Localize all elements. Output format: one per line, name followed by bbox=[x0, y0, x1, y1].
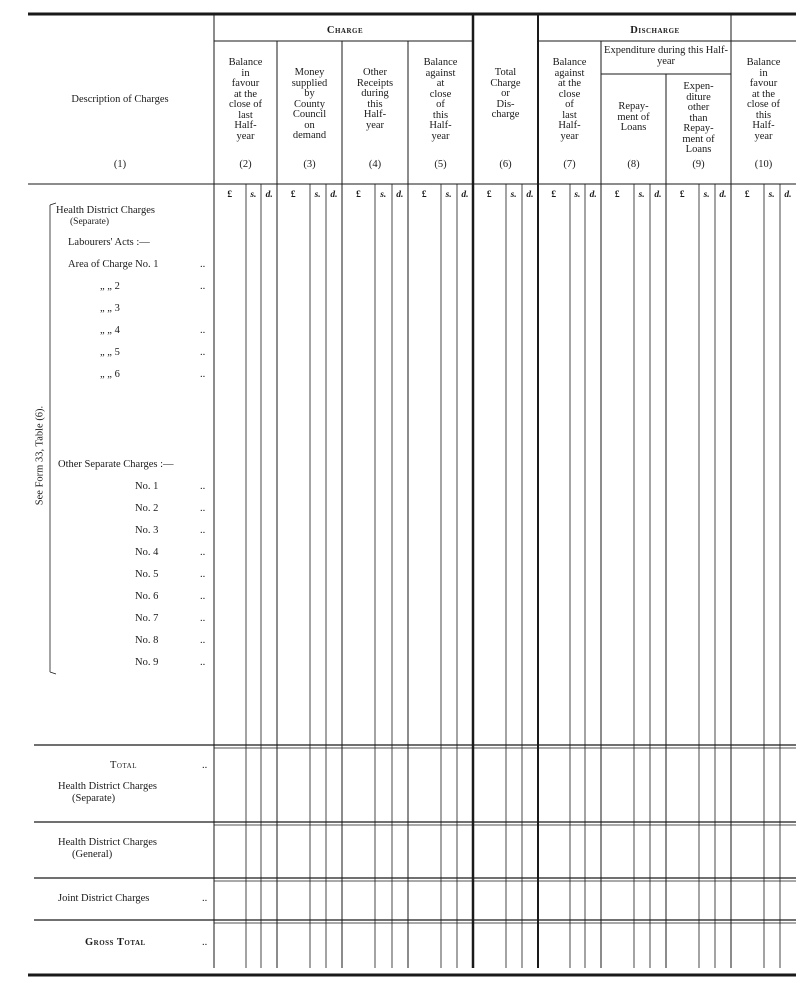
currency-pence-col-6: d. bbox=[526, 190, 534, 200]
column-header-9-line: diture bbox=[686, 91, 711, 103]
discharge-group-header: Discharge bbox=[630, 25, 680, 36]
currency-pence-col-3: d. bbox=[330, 190, 338, 200]
separate-total-label-line1: Health District Charges bbox=[58, 781, 157, 792]
currency-shillings-col-2: s. bbox=[250, 190, 257, 200]
currency-pounds-col-3: £ bbox=[290, 190, 296, 200]
column-header-6-line: Charge bbox=[490, 77, 521, 89]
column-header-5-line: this bbox=[432, 109, 449, 121]
description-row-label: No. 1 bbox=[135, 481, 159, 492]
joint-total-leader: .. bbox=[202, 893, 208, 904]
column-header-3 bbox=[277, 68, 342, 142]
column-header-5-line: close bbox=[429, 88, 452, 100]
column-header-5-line: Balance bbox=[423, 57, 458, 68]
description-row-leader: .. bbox=[200, 369, 206, 380]
total-label: Total bbox=[110, 760, 138, 771]
currency-pounds-col-2: £ bbox=[227, 190, 233, 200]
currency-shillings-col-5: s. bbox=[445, 190, 452, 200]
column-header-2-line: favour bbox=[231, 78, 260, 89]
currency-pence-col-2: d. bbox=[265, 190, 273, 200]
currency-shillings-col-4: s. bbox=[380, 190, 387, 200]
currency-pence-col-10: d. bbox=[784, 190, 792, 200]
column-header-7-line: year bbox=[560, 130, 579, 142]
column-header-3-line: Money bbox=[294, 67, 325, 78]
column-number-9: (9) bbox=[692, 159, 705, 170]
column-header-2-line: close of bbox=[229, 99, 262, 110]
description-row-leader: .. bbox=[200, 347, 206, 358]
general-total-label-line1: Health District Charges bbox=[58, 837, 157, 848]
description-row-leader: .. bbox=[200, 525, 206, 536]
column-header-3-line: demand bbox=[292, 130, 327, 141]
description-row-label: No. 8 bbox=[135, 635, 159, 646]
column-header-9 bbox=[666, 82, 731, 156]
currency-pounds-col-8: £ bbox=[614, 190, 620, 200]
currency-pence-col-7: d. bbox=[589, 190, 597, 200]
column-header-8-line: ment of bbox=[617, 111, 650, 123]
description-row-label: „ „ 5 bbox=[100, 347, 120, 358]
gross-total-label: Gross Total bbox=[85, 937, 146, 948]
currency-shillings-col-6: s. bbox=[510, 190, 517, 200]
column-header-4-line: this bbox=[367, 98, 383, 110]
description-row-label: No. 9 bbox=[135, 657, 159, 668]
description-row-label: No. 4 bbox=[135, 547, 159, 558]
column-header-9-line: Loans bbox=[685, 144, 712, 155]
currency-shillings-col-9: s. bbox=[703, 190, 710, 200]
currency-pounds-col-10: £ bbox=[744, 190, 750, 200]
column-header-6-line: Total bbox=[494, 67, 517, 78]
column-header-5 bbox=[408, 58, 473, 142]
side-brace-bottom bbox=[50, 672, 56, 674]
separate-total-label-line2: (Separate) bbox=[72, 793, 116, 804]
column-header-10-line: close of bbox=[747, 99, 780, 110]
currency-shillings-col-10: s. bbox=[768, 190, 775, 200]
description-row-label: (Separate) bbox=[70, 217, 110, 227]
column-header-10-line: favour bbox=[749, 78, 778, 89]
description-row-label: „ „ 6 bbox=[100, 369, 120, 380]
column-header-10-line: at the bbox=[751, 88, 776, 100]
column-number-2: (2) bbox=[239, 159, 252, 170]
description-row-leader: .. bbox=[200, 481, 206, 492]
currency-pounds-col-9: £ bbox=[679, 190, 685, 200]
column-header-5-line: Half- bbox=[429, 120, 452, 131]
column-header-5-line: against bbox=[425, 67, 456, 79]
column-number-7: (7) bbox=[563, 159, 576, 170]
column-header-4-line: year bbox=[365, 119, 385, 131]
column-header-10 bbox=[731, 58, 796, 142]
column-number-10: (10) bbox=[754, 159, 773, 170]
column-number-5: (5) bbox=[434, 159, 447, 170]
description-row-label: Area of Charge No. 1 bbox=[68, 259, 159, 270]
column-header-2 bbox=[214, 58, 277, 142]
column-header-8-line: Repay- bbox=[618, 101, 649, 112]
column-header-6-line: or bbox=[501, 88, 510, 99]
column-header-10-line: year bbox=[754, 130, 773, 142]
column-header-8 bbox=[601, 102, 666, 134]
column-header-6-line: charge bbox=[491, 109, 520, 120]
column-header-4-line: Receipts bbox=[356, 77, 394, 89]
column-header-2-line: year bbox=[236, 130, 255, 142]
column-header-3-line: by bbox=[304, 88, 315, 99]
currency-pounds-col-4: £ bbox=[356, 190, 361, 200]
column-header-2-line: in bbox=[241, 67, 250, 79]
description-row-label: „ „ 2 bbox=[100, 281, 120, 292]
column-number-6: (6) bbox=[499, 159, 512, 170]
description-row-label: Health District Charges bbox=[56, 205, 155, 216]
currency-pence-col-4: d. bbox=[396, 190, 404, 200]
column-header-5-line: at bbox=[436, 78, 445, 89]
description-row-leader: .. bbox=[200, 547, 206, 558]
description-header: Description of Charges bbox=[71, 94, 169, 105]
column-header-6-line: Dis- bbox=[496, 98, 515, 110]
column-header-7-line: close bbox=[558, 88, 581, 100]
description-row-leader: .. bbox=[200, 591, 206, 602]
description-row-leader: .. bbox=[200, 259, 206, 270]
column-1-number: (1) bbox=[113, 159, 127, 170]
column-header-5-line: of bbox=[436, 99, 445, 110]
column-header-5-line: year bbox=[431, 130, 450, 142]
currency-pounds-col-7: £ bbox=[551, 190, 557, 200]
column-header-3-line: County bbox=[294, 98, 325, 110]
expenditure-group-header: Expenditure during this Half-year bbox=[604, 45, 728, 67]
description-row-leader: .. bbox=[200, 503, 206, 514]
description-row-label: No. 3 bbox=[135, 525, 159, 536]
description-row-label: No. 2 bbox=[135, 503, 159, 514]
description-row-leader: .. bbox=[200, 569, 206, 580]
column-header-4-line: during bbox=[361, 88, 389, 99]
description-row-leader: .. bbox=[200, 281, 206, 292]
column-header-4 bbox=[342, 68, 408, 131]
column-header-3-line: supplied bbox=[291, 77, 328, 89]
joint-total-label: Joint District Charges bbox=[58, 893, 150, 904]
column-header-7-line: Balance bbox=[552, 57, 587, 68]
column-header-7-line: last bbox=[562, 109, 577, 121]
column-header-8-line: Loans bbox=[620, 122, 647, 133]
column-header-6 bbox=[473, 68, 538, 121]
currency-shillings-col-8: s. bbox=[638, 190, 645, 200]
column-header-10-line: Balance bbox=[746, 57, 781, 68]
gross-total-leader: .. bbox=[202, 937, 208, 948]
column-header-7-line: against bbox=[554, 67, 585, 79]
description-row-label: „ „ 4 bbox=[100, 325, 120, 336]
total-leader: .. bbox=[202, 760, 208, 771]
currency-shillings-col-7: s. bbox=[574, 190, 581, 200]
column-header-9-line: Expen- bbox=[683, 81, 714, 92]
column-header-10-line: Half- bbox=[752, 120, 775, 131]
currency-pounds-col-6: £ bbox=[486, 190, 492, 200]
description-row-leader: .. bbox=[200, 613, 206, 624]
currency-pence-col-5: d. bbox=[461, 190, 469, 200]
currency-pounds-col-5: £ bbox=[421, 190, 427, 200]
column-number-3: (3) bbox=[303, 159, 316, 170]
column-header-10-line: in bbox=[759, 67, 768, 79]
column-header-7 bbox=[538, 58, 601, 142]
description-row-leader: .. bbox=[200, 325, 206, 336]
currency-pence-col-9: d. bbox=[719, 190, 727, 200]
charge-group-header: Charge bbox=[326, 25, 364, 36]
description-row-leader: .. bbox=[200, 657, 206, 668]
description-row-label: No. 6 bbox=[135, 591, 159, 602]
column-header-7-line: Half- bbox=[558, 120, 581, 131]
column-header-2-line: at the bbox=[233, 88, 258, 100]
column-header-4-line: Half- bbox=[363, 109, 387, 120]
column-header-4-line: Other bbox=[363, 67, 387, 78]
description-row-label: Labourers' Acts :— bbox=[68, 237, 150, 248]
column-header-7-line: at the bbox=[557, 78, 582, 89]
column-header-2-line: Balance bbox=[228, 57, 263, 68]
side-note-vertical: See Form 33, Table (6). bbox=[34, 405, 46, 506]
column-header-2-line: last bbox=[238, 109, 253, 121]
description-row-label: No. 7 bbox=[135, 613, 159, 624]
column-header-9-line: Repay- bbox=[683, 123, 714, 134]
column-header-3-line: on bbox=[304, 119, 315, 131]
description-row-leader: .. bbox=[200, 635, 206, 646]
general-total-label-line2: (General) bbox=[72, 849, 113, 860]
description-row-label: No. 5 bbox=[135, 569, 159, 580]
description-row-label: Other Separate Charges :— bbox=[58, 459, 174, 470]
description-row-label: „ „ 3 bbox=[100, 303, 120, 314]
column-header-9-line: other bbox=[687, 102, 710, 113]
column-number-8: (8) bbox=[627, 159, 640, 170]
column-number-4: (4) bbox=[368, 159, 382, 170]
column-header-3-line: Council bbox=[292, 109, 327, 120]
column-header-7-line: of bbox=[565, 99, 574, 110]
column-header-9-line: ment of bbox=[682, 133, 715, 145]
currency-shillings-col-3: s. bbox=[314, 190, 321, 200]
column-header-2-line: Half- bbox=[234, 120, 257, 131]
column-header-10-line: this bbox=[755, 109, 772, 121]
currency-pence-col-8: d. bbox=[654, 190, 662, 200]
column-header-9-line: than bbox=[689, 112, 708, 124]
